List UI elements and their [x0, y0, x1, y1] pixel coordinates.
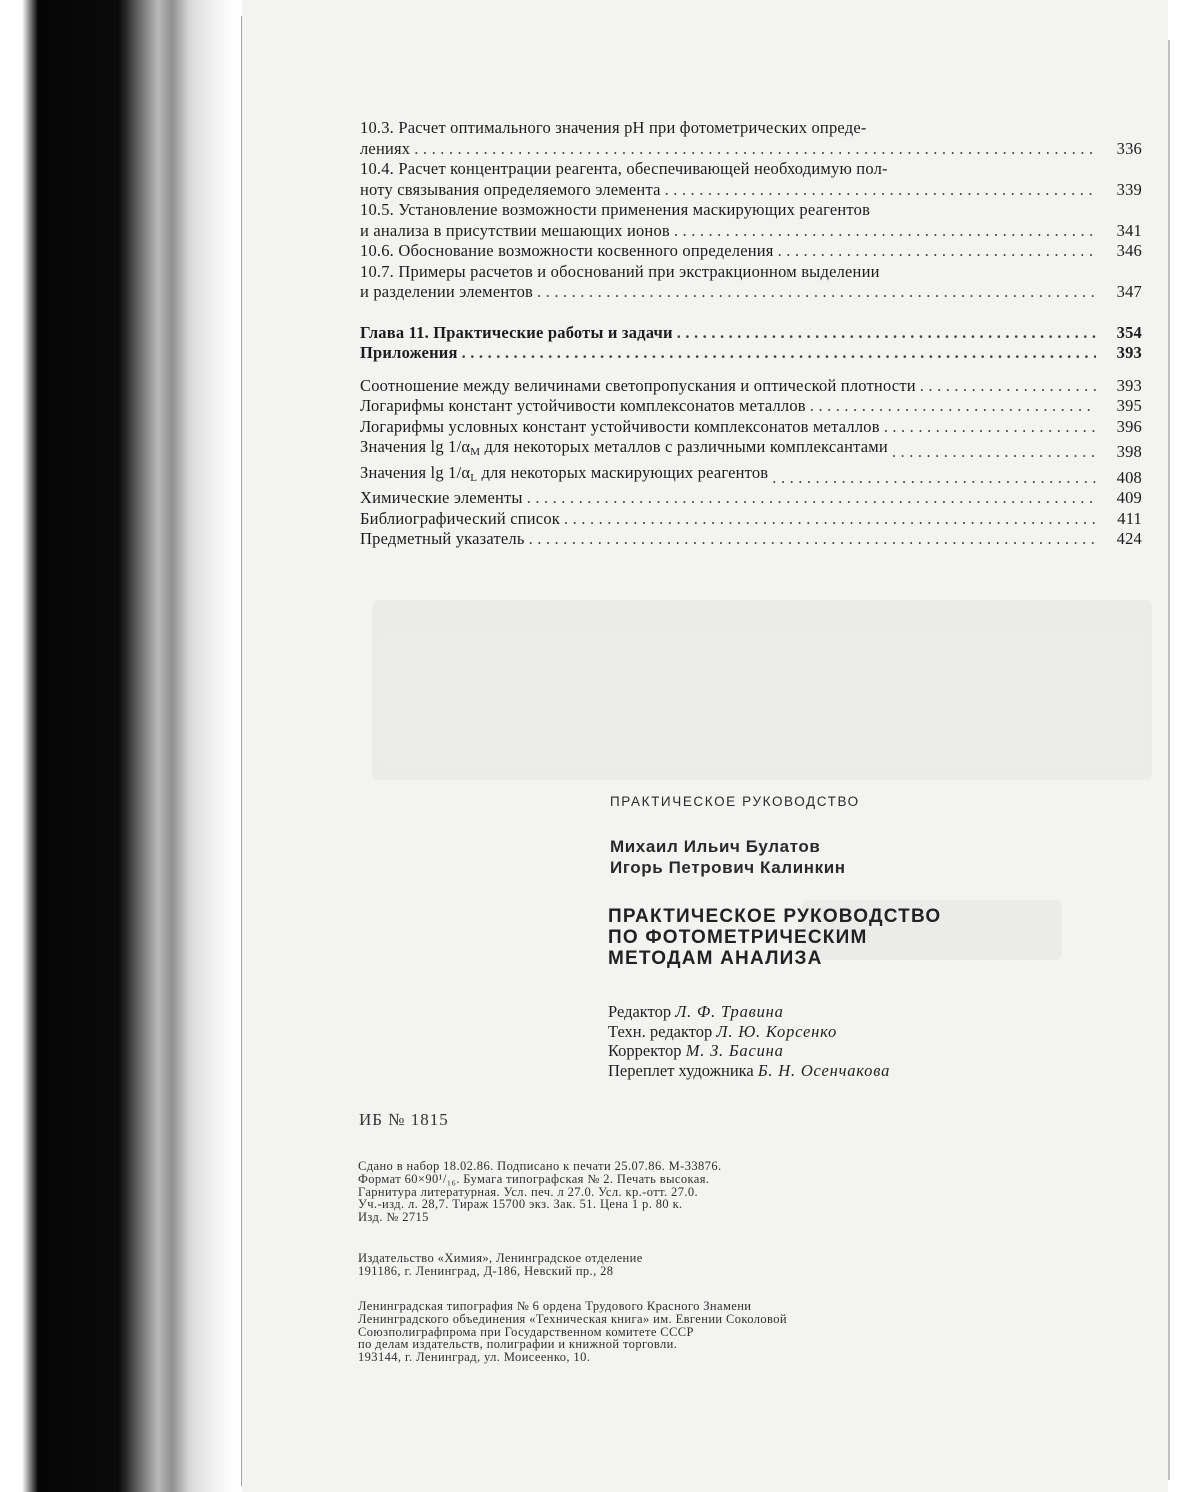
toc-entry — [360, 529, 1142, 550]
toc-entry-text: Логарифмы констант устойчивости комплексонатов металлов — [360, 396, 806, 415]
publication-line: Гарнитура литературная. Усл. печ. л 27.0. Усл. кр.-отт. 27.0. — [358, 1184, 699, 1199]
printer-line: 193144, г. Ленинград, ул. Моисеенко, 10. — [358, 1350, 591, 1365]
toc-appendix-entry — [360, 343, 1142, 364]
publication-line: Сдано в набор 18.02.86. Подписано к печати 25.07.86. М-33876. — [358, 1159, 722, 1173]
toc-entry-text: и анализа в присутствии мешающих ионов — [360, 220, 670, 240]
page-edge-line — [1168, 40, 1170, 1480]
toc-entry-text: Логарифмы условных констант устойчивости комплексонатов металлов — [360, 416, 880, 436]
toc-page-number: 395 — [1116, 396, 1142, 415]
toc-leader-dots — [892, 442, 1096, 463]
toc-entry — [360, 488, 1142, 509]
toc-entry — [360, 417, 1142, 438]
toc-entry — [360, 221, 1142, 242]
toc-leader-dots — [674, 221, 1096, 242]
toc-entry-text: Глава 11. Практические работы и задачи — [360, 322, 673, 342]
credit-line: Техн. редактор Л. Ю. Корсенко — [608, 1021, 838, 1041]
toc-page-number: 336 — [1116, 138, 1142, 158]
toc-leader-dots — [772, 468, 1096, 489]
toc-entry-text: Значения $\lg 1/\alpha_L$ для некоторых маскирующих реагентов — [360, 462, 769, 484]
toc-page-number: 393 — [1116, 343, 1142, 362]
credit-line: Переплет художника Б. Н. Осенчакова — [608, 1060, 891, 1080]
toc-leader-dots — [677, 323, 1096, 344]
toc-entry — [360, 180, 1142, 201]
toc-entry — [360, 282, 1142, 303]
book-title — [608, 906, 941, 969]
toc-page-number: 393 — [1116, 375, 1142, 395]
toc-entry — [360, 509, 1142, 530]
toc-leader-dots — [920, 376, 1096, 397]
toc-entry-text: ноту связывания определяемого элемента — [360, 179, 661, 199]
toc-entry — [360, 376, 1142, 397]
toc-entry — [360, 139, 1142, 160]
toc-leader-dots — [527, 488, 1096, 509]
toc-leader-dots — [884, 417, 1096, 438]
series-label: ПРАКТИЧЕСКОЕ РУКОВОДСТВО — [610, 794, 860, 809]
toc-page-number: 408 — [1116, 467, 1142, 487]
toc-entry-text: Химические элементы — [360, 488, 523, 507]
toc-page-number: 341 — [1116, 220, 1142, 240]
toc-page-number: 339 — [1116, 179, 1142, 199]
publication-details — [358, 1160, 722, 1224]
toc-page-number: 354 — [1116, 322, 1142, 342]
toc-entry-text: Приложения — [360, 343, 458, 362]
toc-page-number: 411 — [1117, 508, 1142, 528]
toc-entry — [360, 396, 1142, 417]
ib-number: ИБ № 1815 — [359, 1110, 449, 1129]
printer-line: Ленинградская типография № 6 ордена Трудового Красного Знамени — [358, 1299, 752, 1313]
toc-page-number: 424 — [1116, 529, 1142, 548]
toc-page-number: 347 — [1116, 282, 1142, 301]
toc-entry-text: 10.6. Обоснование возможности косвенного определения — [360, 241, 774, 260]
toc-entry — [360, 437, 1142, 463]
toc-leader-dots — [529, 529, 1096, 550]
toc-entry — [360, 241, 1142, 262]
toc-chapter-entry — [360, 323, 1142, 344]
toc-entry-text: Предметный указатель — [360, 529, 525, 548]
author-name: Игорь Петрович Калинкин — [610, 858, 846, 877]
toc-entry-text: лениях — [360, 138, 411, 158]
publication-line: Уч.-изд. л. 28,7. Тираж 15700 экз. Зак. 51. Цена 1 р. 80 к. — [358, 1197, 683, 1212]
publisher-line: 191186, г. Ленинград, Д-186, Невский пр., 28 — [358, 1263, 614, 1278]
table-of-contents — [360, 118, 1142, 550]
toc-page-number: 346 — [1116, 241, 1142, 260]
toc-entry-text: и разделении элементов — [360, 282, 534, 301]
toc-page-number: 409 — [1116, 488, 1142, 507]
page-show-through-shading — [372, 600, 1152, 780]
publication-line: Формат 60×90¹/₁₆. Бумага типографская № 2. Печать высокая. — [358, 1171, 710, 1186]
toc-entry-text: Библиографический список — [360, 508, 560, 528]
toc-leader-dots — [462, 343, 1096, 364]
toc-leader-dots — [564, 509, 1096, 530]
toc-entry-text: 10.7. Примеры расчетов и обоснований при экстракционном выделении — [360, 261, 880, 281]
toc-leader-dots — [778, 241, 1096, 262]
book-title-line: ПО ФОТОМЕТРИЧЕСКИМ — [608, 927, 868, 948]
credits-block — [608, 1002, 890, 1080]
toc-leader-dots — [665, 180, 1096, 201]
toc-entry — [360, 463, 1142, 489]
toc-leader-dots — [414, 139, 1096, 160]
printer-details — [358, 1300, 787, 1364]
toc-page-number: 396 — [1116, 416, 1142, 436]
publisher-address — [358, 1252, 643, 1278]
toc-leader-dots — [810, 396, 1096, 417]
credit-line: Редактор Л. Ф. Травина — [608, 1002, 784, 1021]
book-title-line: МЕТОДАМ АНАЛИЗА — [608, 948, 823, 969]
toc-entry-text: 10.5. Установление возможности применения маскирующих реагентов — [360, 200, 871, 219]
publisher-line: Издательство «Химия», Ленинградское отделение — [358, 1251, 643, 1265]
page-margin-line — [241, 16, 242, 1486]
toc-leader-dots — [537, 282, 1096, 303]
printer-line: по делам издательств, полиграфии и книжной торговли. — [358, 1337, 678, 1352]
book-title-line: ПРАКТИЧЕСКОЕ РУКОВОДСТВО — [608, 906, 942, 927]
authors — [610, 836, 846, 878]
author-name: Михаил Ильич Булатов — [610, 837, 821, 856]
toc-entry-text: 10.4. Расчет концентрации реагента, обеспечивающей необходимую пол- — [360, 159, 888, 178]
toc-entry-text: Значения $\lg 1/\alpha_M$ для некоторых металлов с различными комплексантами — [360, 437, 888, 458]
toc-page-number: 398 — [1116, 442, 1142, 461]
printer-line: Ленинградского объединения «Техническая книга» им. Евгении Соколовой — [358, 1311, 787, 1326]
toc-entry-text: Соотношение между величинами светопропускания и оптической плотности — [360, 375, 916, 395]
credit-line: Корректор М. З. Басина — [608, 1041, 784, 1060]
toc-entry-text: 10.3. Расчет оптимального значения pH при фотометрических опреде- — [360, 118, 867, 137]
printer-line: Союзполиграфпрома при Государственном комитете СССР — [358, 1324, 694, 1339]
publication-line: Изд. № 2715 — [358, 1210, 429, 1225]
book-spine-edge — [0, 0, 235, 1492]
